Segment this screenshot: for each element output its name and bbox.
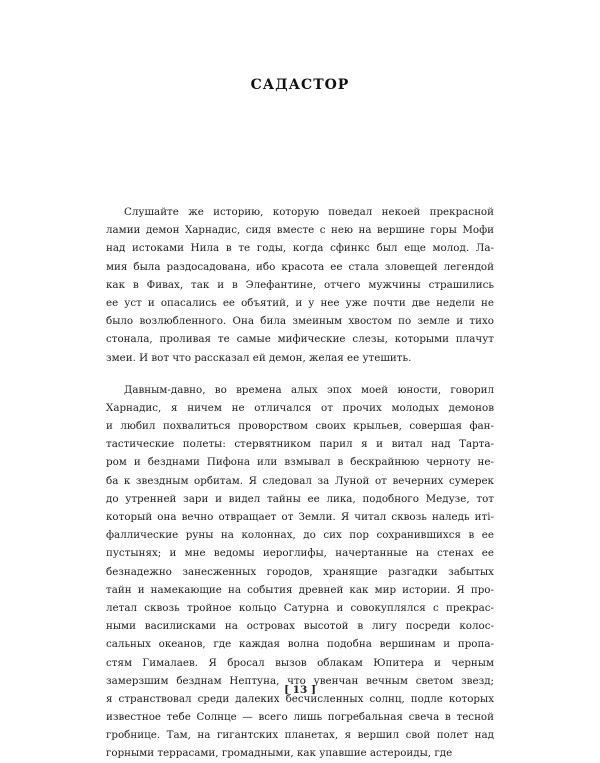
text-line: Давным-давно, во времена алых эпох моей юности, говорил <box>124 383 494 396</box>
text-line: ламии демон Харнадис, сидя вместе с нею на вершине горы Мофи <box>106 224 494 237</box>
text-line: известное тебе Солнце — всего лишь погребальная свеча в тесной <box>106 711 494 724</box>
chapter-title: САДАСТОР <box>250 77 350 93</box>
text-line: горными террасами, громадными, как упавшие астероиды, где <box>106 747 453 760</box>
text-line: ными василисками на островах высотой в лигу посреди колос- <box>106 620 494 633</box>
text-line: замерзшим безднам Нептуна, что увенчан вечным светом звезд; <box>106 674 494 687</box>
text-line: пустынях; и мне ведомы иероглифы, начертанные на стенах ее <box>106 547 494 560</box>
text-line: гробнице. Там, на гигантских планетах, я вершил свой полет над <box>106 729 494 742</box>
text-line: мия была раздосадована, ибо красота ее стала зловещей легендой <box>106 260 494 273</box>
text-line: до утренней зари и видел тайны ее лика, подобного Медузе, тот <box>106 492 494 505</box>
text-line: ее уст и опасались ее объятий, и у нее уже почти две недели не <box>106 296 494 309</box>
text-line: тайн и намекающие на события древней как мир истории. Я про- <box>106 583 494 596</box>
body-text <box>106 203 494 763</box>
text-line: над истоками Нила в те годы, когда сфинкс был еще молод. Ла- <box>106 242 494 255</box>
text-line: я странствовал среди далеких бесчисленных солнц, подле которых <box>106 692 494 705</box>
text-line: тастические полеты: стервятником парил я и витал над Тарта- <box>106 438 494 451</box>
text-line: летал сквозь тройное кольцо Сатурна и совокуплялся с прекрас- <box>106 601 494 614</box>
paragraph-gap <box>106 367 494 381</box>
text-line: стонала, проливая те самые мифические слезы, которыми плачут <box>106 333 494 346</box>
text-line: было возлюбленного. Она била змеиным хвостом по земле и тихо <box>106 315 494 328</box>
text-line: фаллические руны на колоннах, до сих пор сохранившихся в ее <box>106 529 494 542</box>
text-line: стям Гималаев. Я бросал вызов облакам Юпитера и черным <box>106 656 494 669</box>
text-line: Харнадис, я ничем не отличался от прочих молодых демонов <box>106 401 494 414</box>
text-line: ба к звездным орбитам. Я следовал за Луной от вечерних сумерек <box>106 474 494 487</box>
paragraph <box>106 381 494 763</box>
text-line: который она вечно отвращает от Земли. Я читал сквозь наледь итi- <box>106 511 494 523</box>
text-line: как в Фивах, так и в Элефантине, отчего мужчины страшились <box>106 278 494 291</box>
paragraph <box>106 203 494 367</box>
text-line: и любил похвалиться проворством своих крыльев, совершая фан- <box>106 420 494 433</box>
text-line: безнадежно занесженных городов, хранящие разгадки забытых <box>106 565 494 578</box>
text-line: сальных океанов, где каждая волна подобна вершинам и пропа- <box>106 638 494 651</box>
text-line: змеи. И вот что рассказал ей демон, желая ее утешить. <box>106 351 412 364</box>
page-number: [ 13 ] <box>284 684 316 696</box>
text-line: Слушайте же историю, которую поведал некоей прекрасной <box>124 206 494 218</box>
text-line: ром и безднами Пифона или взмывал в бескрайнюю черноту не- <box>106 456 494 469</box>
